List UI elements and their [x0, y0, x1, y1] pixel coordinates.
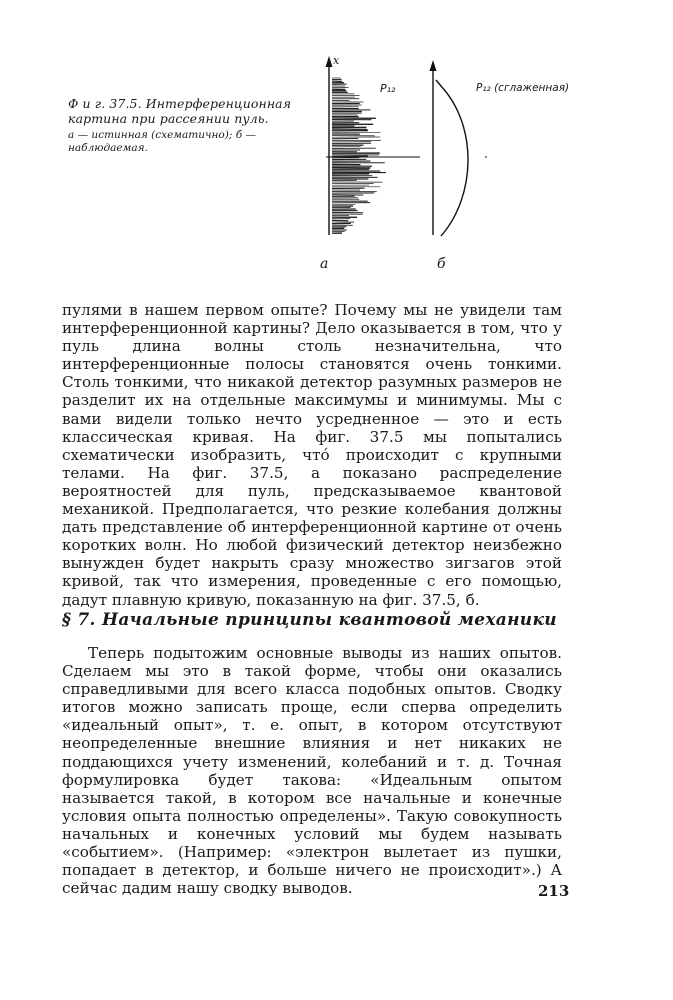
paragraph-1: пулями в нашем первом опыте? Почему мы не увидели там интерференционной картины? Дело оказывается в том, что у пуль длина волны столь незначительна, что интерференционные полосы становятся очень тонкими. Столь тонкими, что никакой детектор разумных размеров не разделит их на отдельные максимумы и минимумы. Мы с вами видели только нечто усредненное — это и есть классическая кривая. На фиг. 37.5 мы попытались схематически изобразить, что́ происходит с крупными телами. На фиг. 37.5, а показано распределение вероятностей для пуль, предсказываемое квантовой механикой. Предполагается, что резкие колебания должны дать представление об интерференционной картине от очень коротких волн. Но любой физический детектор неизбежно вынужден будет накрыть сразу множество зигзагов этой кривой, так что измерения, проведенные с его помощью, дадут плавную кривую, показанную на фиг. 37.5, б.	[62, 301, 562, 609]
axis-x-label: x	[333, 54, 340, 67]
smoothed-curve	[436, 80, 468, 236]
panel-a-label: а	[320, 256, 329, 272]
section-heading: § 7. Начальные принципы квантовой механики	[62, 610, 557, 630]
interference-hatching	[332, 78, 386, 233]
panel-b-label: б	[437, 256, 446, 272]
p12-label: P₁₂	[380, 82, 396, 95]
paragraph-2: Теперь подытожим основные выводы из наших опытов. Сделаем мы это в такой форме, чтобы они оказались справедливыми для всего класса подобных опытов. Сводку итогов можно записать проще, если сперва определить «идеальный опыт», т. е. опыт, в котором отсутствуют неопределенные внешние влияния и нет никаких не поддающихся учету изменений, колебаний и т. д. Точная формулировка будет такова: «Идеальным опытом называется такой, в котором все начальные и конечные условия опыта полностью определены». Такую совокупность начальных и конечных условий мы будем называть «событием». (Например: «электрон вылетает из пушки, попадает в детектор, и больше ничего не происходит».) А сейчас дадим нашу сводку выводов.	[62, 644, 562, 898]
p12-smoothed-label: P₁₂ (сглаженная)	[476, 82, 570, 94]
caption-description: а — истинная (схематично); б — наблюдаемая.	[68, 129, 256, 154]
axis-b-arrow	[430, 60, 437, 71]
page-number: 213	[538, 882, 570, 900]
axis-a-arrow	[326, 56, 333, 67]
caption-title: Ф и г. 37.5. Интерференционная картина при рассеянии пуль.	[68, 96, 292, 126]
curve-dot	[485, 156, 487, 158]
interference-figure	[0, 0, 673, 300]
